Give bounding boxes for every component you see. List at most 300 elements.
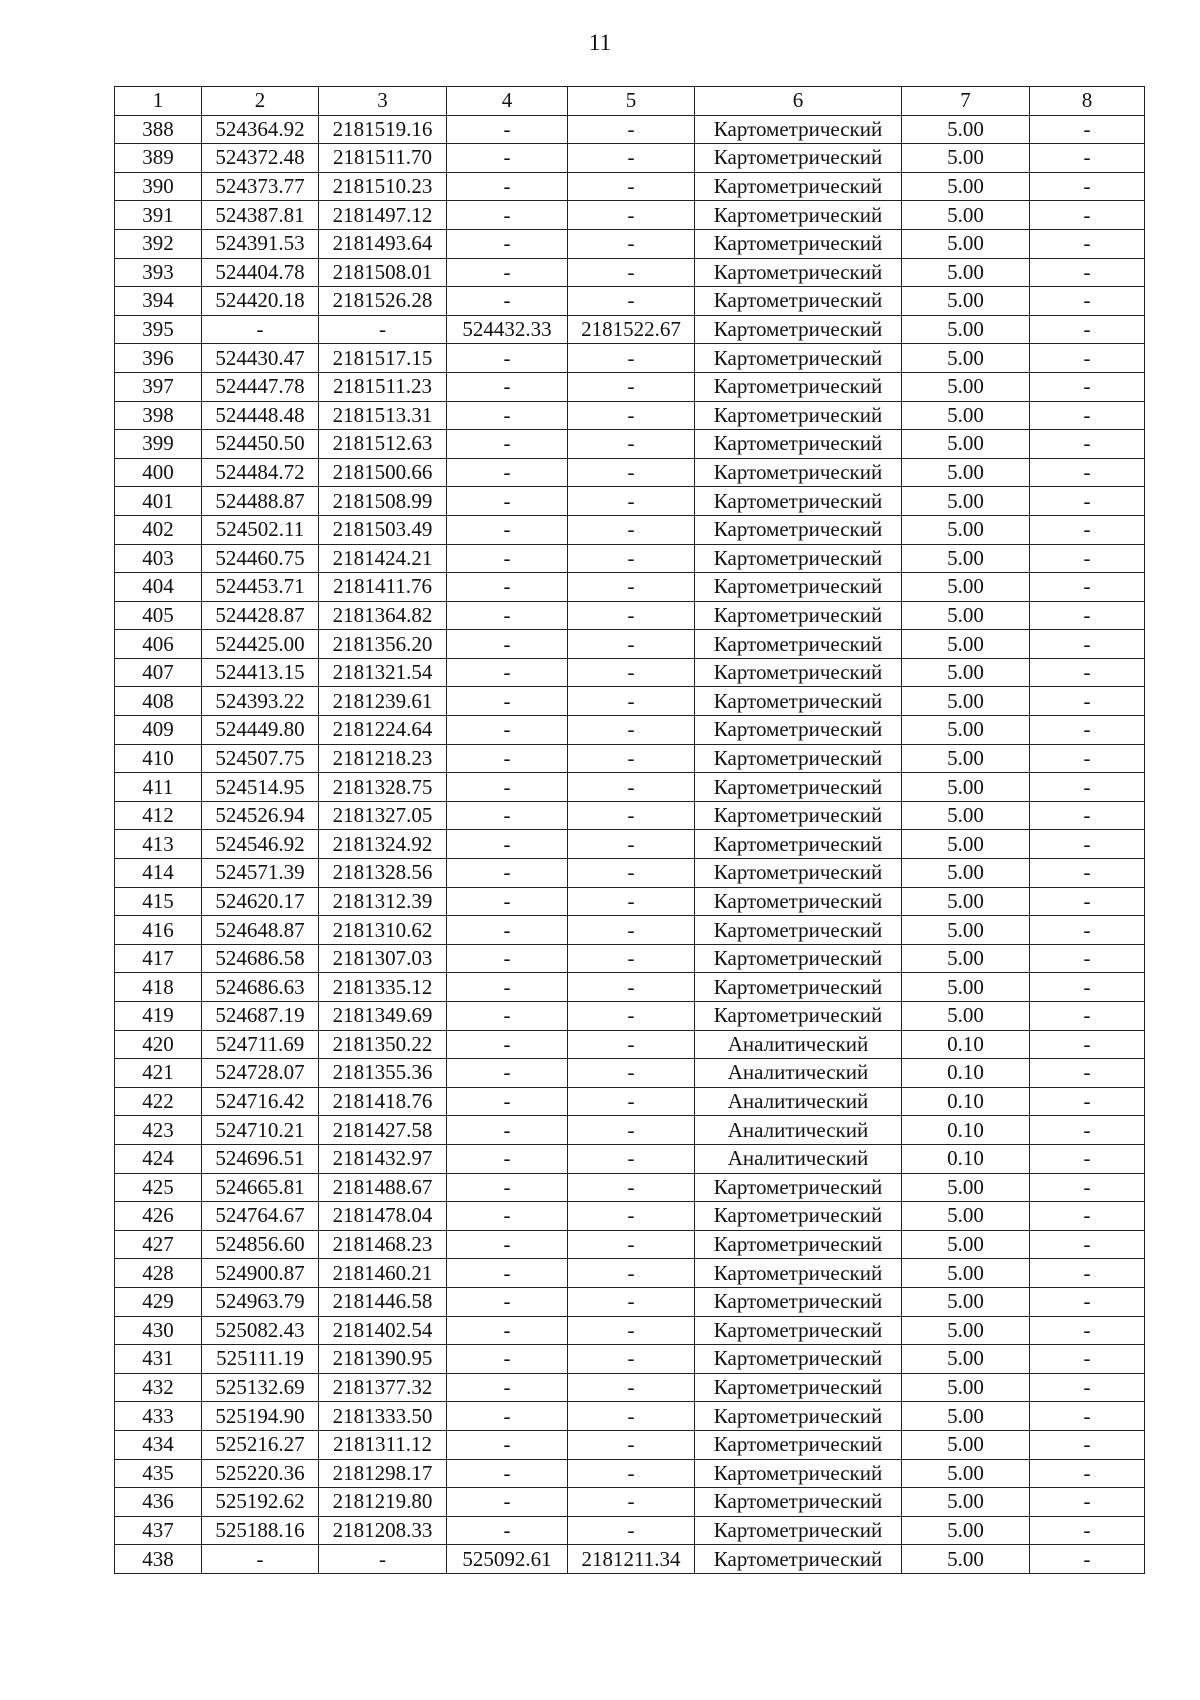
accuracy-cell: 5.00 — [902, 916, 1030, 945]
method-cell: Картометрический — [695, 1545, 902, 1574]
x-coordinate-cell: 524387.81 — [202, 201, 319, 230]
x-coordinate-cell: 524450.50 — [202, 430, 319, 459]
accuracy-cell: 5.00 — [902, 1173, 1030, 1202]
table-row — [115, 830, 1145, 859]
method-cell: Картометрический — [695, 773, 902, 802]
y-coordinate-new-cell: - — [568, 916, 695, 945]
point-number-cell: 404 — [115, 573, 202, 602]
point-number-cell: 428 — [115, 1259, 202, 1288]
y-coordinate-new-cell: - — [568, 1230, 695, 1259]
method-cell: Картометрический — [695, 1002, 902, 1031]
x-coordinate-cell: 524447.78 — [202, 372, 319, 401]
x-coordinate-cell: 524449.80 — [202, 716, 319, 745]
column-header: 1 — [115, 87, 202, 116]
x-coordinate-new-cell: - — [447, 258, 568, 287]
y-coordinate-new-cell: - — [568, 487, 695, 516]
method-cell: Картометрический — [695, 1402, 902, 1431]
accuracy-cell: 5.00 — [902, 372, 1030, 401]
x-coordinate-new-cell: - — [447, 601, 568, 630]
table-row — [115, 1287, 1145, 1316]
x-coordinate-cell: 524716.42 — [202, 1087, 319, 1116]
point-number-cell: 423 — [115, 1116, 202, 1145]
x-coordinate-new-cell: - — [447, 144, 568, 173]
y-coordinate-new-cell: - — [568, 773, 695, 802]
point-number-cell: 435 — [115, 1459, 202, 1488]
note-cell: - — [1030, 1173, 1145, 1202]
table-row — [115, 1316, 1145, 1345]
y-coordinate-new-cell: - — [568, 458, 695, 487]
method-cell: Картометрический — [695, 1287, 902, 1316]
note-cell: - — [1030, 372, 1145, 401]
x-coordinate-new-cell: - — [447, 1459, 568, 1488]
note-cell: - — [1030, 601, 1145, 630]
y-coordinate-cell: 2181503.49 — [319, 515, 447, 544]
method-cell: Картометрический — [695, 744, 902, 773]
method-cell: Картометрический — [695, 1488, 902, 1517]
table-row — [115, 258, 1145, 287]
point-number-cell: 402 — [115, 515, 202, 544]
note-cell: - — [1030, 344, 1145, 373]
table-row — [115, 1402, 1145, 1431]
y-coordinate-cell: 2181377.32 — [319, 1373, 447, 1402]
accuracy-cell: 5.00 — [902, 1287, 1030, 1316]
x-coordinate-cell: 524364.92 — [202, 115, 319, 144]
x-coordinate-cell: 524453.71 — [202, 573, 319, 602]
y-coordinate-new-cell: - — [568, 544, 695, 573]
table-row — [115, 1488, 1145, 1517]
table-row — [115, 630, 1145, 659]
y-coordinate-cell: 2181468.23 — [319, 1230, 447, 1259]
y-coordinate-new-cell: - — [568, 1373, 695, 1402]
x-coordinate-new-cell: - — [447, 1430, 568, 1459]
x-coordinate-new-cell: - — [447, 658, 568, 687]
y-coordinate-cell: 2181411.76 — [319, 573, 447, 602]
point-number-cell: 434 — [115, 1430, 202, 1459]
accuracy-cell: 5.00 — [902, 1373, 1030, 1402]
x-coordinate-cell: 524711.69 — [202, 1030, 319, 1059]
note-cell: - — [1030, 658, 1145, 687]
x-coordinate-new-cell: - — [447, 487, 568, 516]
accuracy-cell: 5.00 — [902, 430, 1030, 459]
x-coordinate-cell: 525216.27 — [202, 1430, 319, 1459]
table-row — [115, 716, 1145, 745]
y-coordinate-new-cell: - — [568, 430, 695, 459]
y-coordinate-cell: 2181508.99 — [319, 487, 447, 516]
y-coordinate-cell: 2181519.16 — [319, 115, 447, 144]
note-cell: - — [1030, 1345, 1145, 1374]
table-row — [115, 573, 1145, 602]
note-cell: - — [1030, 1202, 1145, 1231]
note-cell: - — [1030, 1459, 1145, 1488]
accuracy-cell: 5.00 — [902, 1259, 1030, 1288]
x-coordinate-cell: 524687.19 — [202, 1002, 319, 1031]
point-number-cell: 412 — [115, 801, 202, 830]
x-coordinate-new-cell: 524432.33 — [447, 315, 568, 344]
point-number-cell: 395 — [115, 315, 202, 344]
method-cell: Картометрический — [695, 1316, 902, 1345]
accuracy-cell: 5.00 — [902, 115, 1030, 144]
y-coordinate-cell: 2181508.01 — [319, 258, 447, 287]
note-cell: - — [1030, 487, 1145, 516]
accuracy-cell: 5.00 — [902, 201, 1030, 230]
x-coordinate-cell: 524856.60 — [202, 1230, 319, 1259]
method-cell: Аналитический — [695, 1144, 902, 1173]
x-coordinate-new-cell: - — [447, 1002, 568, 1031]
method-cell: Картометрический — [695, 258, 902, 287]
x-coordinate-cell: - — [202, 315, 319, 344]
method-cell: Картометрический — [695, 487, 902, 516]
y-coordinate-new-cell: - — [568, 830, 695, 859]
point-number-cell: 437 — [115, 1516, 202, 1545]
x-coordinate-cell: 524428.87 — [202, 601, 319, 630]
y-coordinate-new-cell: - — [568, 1202, 695, 1231]
y-coordinate-cell: 2181488.67 — [319, 1173, 447, 1202]
point-number-cell: 389 — [115, 144, 202, 173]
y-coordinate-cell: 2181224.64 — [319, 716, 447, 745]
point-number-cell: 421 — [115, 1059, 202, 1088]
y-coordinate-new-cell: - — [568, 1287, 695, 1316]
x-coordinate-cell: 524507.75 — [202, 744, 319, 773]
y-coordinate-new-cell: - — [568, 1173, 695, 1202]
x-coordinate-cell: 524420.18 — [202, 287, 319, 316]
y-coordinate-new-cell: - — [568, 258, 695, 287]
x-coordinate-new-cell: - — [447, 801, 568, 830]
accuracy-cell: 5.00 — [902, 258, 1030, 287]
x-coordinate-cell: 524696.51 — [202, 1144, 319, 1173]
note-cell: - — [1030, 401, 1145, 430]
y-coordinate-cell: 2181349.69 — [319, 1002, 447, 1031]
y-coordinate-cell: 2181312.39 — [319, 887, 447, 916]
table-row — [115, 1259, 1145, 1288]
y-coordinate-cell: 2181512.63 — [319, 430, 447, 459]
y-coordinate-cell: 2181328.56 — [319, 859, 447, 888]
point-number-cell: 406 — [115, 630, 202, 659]
y-coordinate-cell: 2181311.12 — [319, 1430, 447, 1459]
note-cell: - — [1030, 916, 1145, 945]
point-number-cell: 392 — [115, 229, 202, 258]
point-number-cell: 407 — [115, 658, 202, 687]
table-row — [115, 1545, 1145, 1574]
table-row — [115, 687, 1145, 716]
column-header: 6 — [695, 87, 902, 116]
x-coordinate-cell: 525194.90 — [202, 1402, 319, 1431]
x-coordinate-new-cell: - — [447, 687, 568, 716]
method-cell: Картометрический — [695, 144, 902, 173]
x-coordinate-new-cell: - — [447, 544, 568, 573]
method-cell: Картометрический — [695, 229, 902, 258]
point-number-cell: 415 — [115, 887, 202, 916]
note-cell: - — [1030, 687, 1145, 716]
y-coordinate-new-cell: - — [568, 744, 695, 773]
method-cell: Картометрический — [695, 201, 902, 230]
note-cell: - — [1030, 144, 1145, 173]
table-row — [115, 544, 1145, 573]
table-row — [115, 344, 1145, 373]
x-coordinate-cell: 524686.63 — [202, 973, 319, 1002]
x-coordinate-new-cell: - — [447, 1516, 568, 1545]
point-number-cell: 426 — [115, 1202, 202, 1231]
y-coordinate-new-cell: - — [568, 1345, 695, 1374]
method-cell: Картометрический — [695, 801, 902, 830]
y-coordinate-cell: 2181510.23 — [319, 172, 447, 201]
method-cell: Аналитический — [695, 1030, 902, 1059]
y-coordinate-new-cell: - — [568, 1116, 695, 1145]
note-cell: - — [1030, 1402, 1145, 1431]
table-row — [115, 658, 1145, 687]
point-number-cell: 418 — [115, 973, 202, 1002]
accuracy-cell: 0.10 — [902, 1116, 1030, 1145]
y-coordinate-cell: 2181218.23 — [319, 744, 447, 773]
table-row — [115, 1116, 1145, 1145]
method-cell: Картометрический — [695, 944, 902, 973]
method-cell: Картометрический — [695, 172, 902, 201]
x-coordinate-cell: - — [202, 1545, 319, 1574]
point-number-cell: 399 — [115, 430, 202, 459]
point-number-cell: 422 — [115, 1087, 202, 1116]
accuracy-cell: 5.00 — [902, 859, 1030, 888]
x-coordinate-new-cell: 525092.61 — [447, 1545, 568, 1574]
x-coordinate-cell: 525111.19 — [202, 1345, 319, 1374]
point-number-cell: 400 — [115, 458, 202, 487]
x-coordinate-new-cell: - — [447, 887, 568, 916]
table-row — [115, 115, 1145, 144]
method-cell: Картометрический — [695, 372, 902, 401]
y-coordinate-new-cell: - — [568, 229, 695, 258]
y-coordinate-cell: 2181333.50 — [319, 1402, 447, 1431]
accuracy-cell: 5.00 — [902, 315, 1030, 344]
x-coordinate-new-cell: - — [447, 287, 568, 316]
y-coordinate-new-cell: - — [568, 201, 695, 230]
accuracy-cell: 5.00 — [902, 887, 1030, 916]
y-coordinate-new-cell: - — [568, 115, 695, 144]
x-coordinate-new-cell: - — [447, 229, 568, 258]
column-header: 7 — [902, 87, 1030, 116]
x-coordinate-new-cell: - — [447, 1345, 568, 1374]
x-coordinate-cell: 524546.92 — [202, 830, 319, 859]
y-coordinate-cell: 2181321.54 — [319, 658, 447, 687]
table-row — [115, 1516, 1145, 1545]
x-coordinate-cell: 524391.53 — [202, 229, 319, 258]
y-coordinate-new-cell: - — [568, 515, 695, 544]
method-cell: Картометрический — [695, 687, 902, 716]
y-coordinate-cell: 2181526.28 — [319, 287, 447, 316]
method-cell: Аналитический — [695, 1116, 902, 1145]
y-coordinate-new-cell: - — [568, 1030, 695, 1059]
table-row — [115, 1030, 1145, 1059]
y-coordinate-cell: 2181356.20 — [319, 630, 447, 659]
note-cell: - — [1030, 1287, 1145, 1316]
x-coordinate-cell: 524430.47 — [202, 344, 319, 373]
table-header-row — [115, 87, 1145, 116]
accuracy-cell: 5.00 — [902, 1345, 1030, 1374]
method-cell: Картометрический — [695, 573, 902, 602]
y-coordinate-cell: 2181327.05 — [319, 801, 447, 830]
x-coordinate-new-cell: - — [447, 1116, 568, 1145]
y-coordinate-new-cell: - — [568, 1002, 695, 1031]
method-cell: Картометрический — [695, 630, 902, 659]
x-coordinate-cell: 524764.67 — [202, 1202, 319, 1231]
y-coordinate-cell: 2181328.75 — [319, 773, 447, 802]
x-coordinate-cell: 524448.48 — [202, 401, 319, 430]
y-coordinate-cell: 2181424.21 — [319, 544, 447, 573]
y-coordinate-new-cell: - — [568, 716, 695, 745]
accuracy-cell: 5.00 — [902, 1430, 1030, 1459]
y-coordinate-new-cell: - — [568, 887, 695, 916]
method-cell: Картометрический — [695, 1459, 902, 1488]
y-coordinate-new-cell: - — [568, 372, 695, 401]
table-row — [115, 1087, 1145, 1116]
table-row — [115, 172, 1145, 201]
y-coordinate-cell: 2181219.80 — [319, 1488, 447, 1517]
point-number-cell: 394 — [115, 287, 202, 316]
y-coordinate-new-cell: - — [568, 601, 695, 630]
x-coordinate-new-cell: - — [447, 1373, 568, 1402]
table-row — [115, 744, 1145, 773]
table-row — [115, 859, 1145, 888]
point-number-cell: 391 — [115, 201, 202, 230]
method-cell: Картометрический — [695, 830, 902, 859]
x-coordinate-new-cell: - — [447, 115, 568, 144]
point-number-cell: 429 — [115, 1287, 202, 1316]
note-cell: - — [1030, 287, 1145, 316]
accuracy-cell: 5.00 — [902, 658, 1030, 687]
x-coordinate-new-cell: - — [447, 515, 568, 544]
method-cell: Картометрический — [695, 916, 902, 945]
point-number-cell: 438 — [115, 1545, 202, 1574]
table-row — [115, 372, 1145, 401]
y-coordinate-cell: 2181511.23 — [319, 372, 447, 401]
note-cell: - — [1030, 458, 1145, 487]
x-coordinate-cell: 524665.81 — [202, 1173, 319, 1202]
accuracy-cell: 5.00 — [902, 944, 1030, 973]
x-coordinate-new-cell: - — [447, 630, 568, 659]
x-coordinate-new-cell: - — [447, 1144, 568, 1173]
note-cell: - — [1030, 1116, 1145, 1145]
y-coordinate-cell: - — [319, 315, 447, 344]
y-coordinate-new-cell: - — [568, 401, 695, 430]
table-row — [115, 487, 1145, 516]
note-cell: - — [1030, 430, 1145, 459]
point-number-cell: 416 — [115, 916, 202, 945]
x-coordinate-cell: 524502.11 — [202, 515, 319, 544]
accuracy-cell: 5.00 — [902, 1516, 1030, 1545]
y-coordinate-new-cell: 2181211.34 — [568, 1545, 695, 1574]
x-coordinate-cell: 524373.77 — [202, 172, 319, 201]
note-cell: - — [1030, 830, 1145, 859]
x-coordinate-new-cell: - — [447, 1202, 568, 1231]
method-cell: Картометрический — [695, 1202, 902, 1231]
x-coordinate-new-cell: - — [447, 401, 568, 430]
y-coordinate-new-cell: - — [568, 973, 695, 1002]
point-number-cell: 401 — [115, 487, 202, 516]
table-row — [115, 601, 1145, 630]
y-coordinate-cell: 2181478.04 — [319, 1202, 447, 1231]
x-coordinate-new-cell: - — [447, 1402, 568, 1431]
table-row — [115, 430, 1145, 459]
note-cell: - — [1030, 172, 1145, 201]
y-coordinate-new-cell: - — [568, 1316, 695, 1345]
column-header: 5 — [568, 87, 695, 116]
method-cell: Картометрический — [695, 1516, 902, 1545]
table-row — [115, 515, 1145, 544]
page-number: 11 — [588, 30, 612, 55]
x-coordinate-cell: 524571.39 — [202, 859, 319, 888]
method-cell: Картометрический — [695, 658, 902, 687]
y-coordinate-new-cell: - — [568, 658, 695, 687]
y-coordinate-new-cell: - — [568, 1459, 695, 1488]
note-cell: - — [1030, 1430, 1145, 1459]
x-coordinate-cell: 524686.58 — [202, 944, 319, 973]
point-number-cell: 409 — [115, 716, 202, 745]
accuracy-cell: 5.00 — [902, 229, 1030, 258]
method-cell: Картометрический — [695, 887, 902, 916]
x-coordinate-cell: 524710.21 — [202, 1116, 319, 1145]
note-cell: - — [1030, 315, 1145, 344]
table-row — [115, 1144, 1145, 1173]
y-coordinate-cell: 2181390.95 — [319, 1345, 447, 1374]
y-coordinate-cell: - — [319, 1545, 447, 1574]
y-coordinate-cell: 2181307.03 — [319, 944, 447, 973]
accuracy-cell: 5.00 — [902, 1316, 1030, 1345]
note-cell: - — [1030, 1059, 1145, 1088]
y-coordinate-new-cell: - — [568, 144, 695, 173]
point-number-cell: 405 — [115, 601, 202, 630]
table-row — [115, 401, 1145, 430]
table-row — [115, 229, 1145, 258]
y-coordinate-new-cell: - — [568, 630, 695, 659]
note-cell: - — [1030, 630, 1145, 659]
accuracy-cell: 5.00 — [902, 515, 1030, 544]
y-coordinate-new-cell: - — [568, 801, 695, 830]
table-row — [115, 458, 1145, 487]
accuracy-cell: 5.00 — [902, 172, 1030, 201]
point-number-cell: 393 — [115, 258, 202, 287]
y-coordinate-new-cell: - — [568, 573, 695, 602]
note-cell: - — [1030, 801, 1145, 830]
y-coordinate-cell: 2181460.21 — [319, 1259, 447, 1288]
y-coordinate-cell: 2181310.62 — [319, 916, 447, 945]
y-coordinate-new-cell: - — [568, 687, 695, 716]
method-cell: Аналитический — [695, 1087, 902, 1116]
table-row — [115, 944, 1145, 973]
y-coordinate-new-cell: - — [568, 344, 695, 373]
x-coordinate-new-cell: - — [447, 372, 568, 401]
x-coordinate-new-cell: - — [447, 1316, 568, 1345]
method-cell: Картометрический — [695, 1173, 902, 1202]
note-cell: - — [1030, 1030, 1145, 1059]
point-number-cell: 410 — [115, 744, 202, 773]
point-number-cell: 388 — [115, 115, 202, 144]
accuracy-cell: 5.00 — [902, 573, 1030, 602]
accuracy-cell: 5.00 — [902, 973, 1030, 1002]
x-coordinate-new-cell: - — [447, 1259, 568, 1288]
note-cell: - — [1030, 1488, 1145, 1517]
y-coordinate-cell: 2181355.36 — [319, 1059, 447, 1088]
y-coordinate-cell: 2181517.15 — [319, 344, 447, 373]
point-number-cell: 420 — [115, 1030, 202, 1059]
x-coordinate-cell: 524526.94 — [202, 801, 319, 830]
accuracy-cell: 5.00 — [902, 773, 1030, 802]
y-coordinate-cell: 2181324.92 — [319, 830, 447, 859]
x-coordinate-cell: 524620.17 — [202, 887, 319, 916]
x-coordinate-new-cell: - — [447, 859, 568, 888]
accuracy-cell: 0.10 — [902, 1087, 1030, 1116]
note-cell: - — [1030, 1002, 1145, 1031]
x-coordinate-new-cell: - — [447, 1087, 568, 1116]
x-coordinate-cell: 524900.87 — [202, 1259, 319, 1288]
method-cell: Картометрический — [695, 544, 902, 573]
note-cell: - — [1030, 1259, 1145, 1288]
